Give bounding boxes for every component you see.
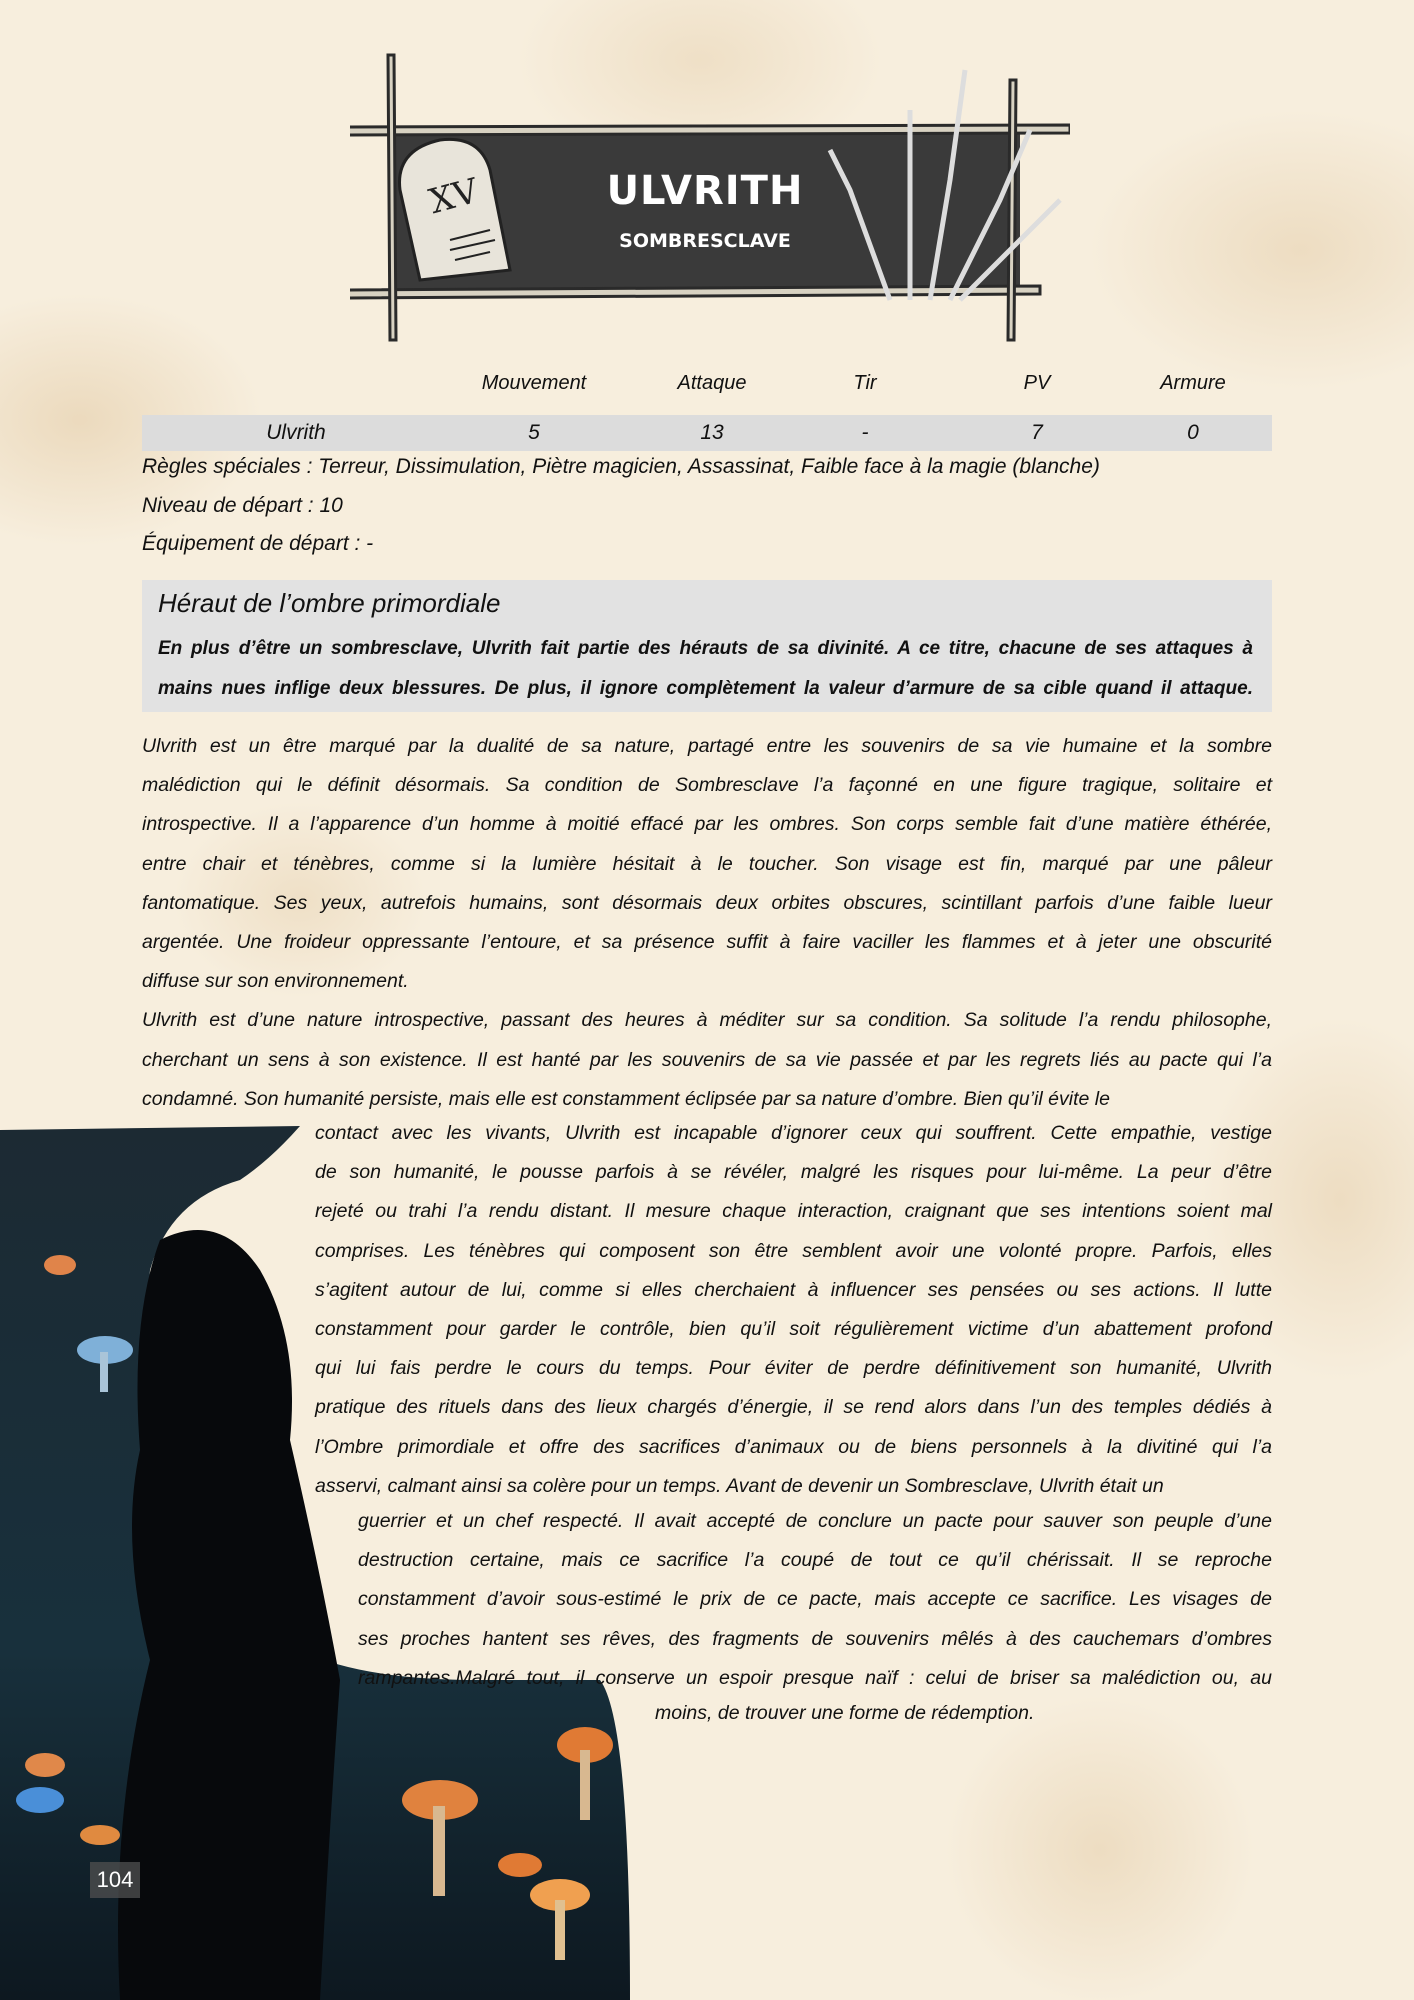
stat-header-armure: Armure bbox=[1160, 372, 1226, 394]
page-number: 104 bbox=[90, 1862, 140, 1898]
body-text-line: argentée. Une froideur oppressante l’entoure, et sa présence suffit à faire vaciller les flammes et à jeter une obscurité bbox=[142, 931, 1272, 953]
starting-equipment: Équipement de départ : - bbox=[142, 532, 374, 555]
body-text-line: rampantes.Malgré tout, il conserve un espoir presque naïf : celui de briser sa malédiction ou, au bbox=[358, 1666, 1272, 1689]
body-text-line: constamment pour garder le contrôle, bien qu’il soit régulièrement victime d’un abattement profond bbox=[315, 1318, 1272, 1340]
body-text-line: cherchant un sens à son existence. Il est hanté par les souvenirs de sa vie passée et par les regrets liés au pacte qui l’a bbox=[142, 1048, 1272, 1071]
special-rules: Règles spéciales : Terreur, Dissimulation, Piètre magicien, Assassinat, Faible face à la magie (blanche) bbox=[142, 455, 1100, 478]
ability-text-line: mains nues inflige deux blessures. De plus, il ignore complètement la valeur d’armure de sa cible quand il attaque. bbox=[158, 678, 1253, 699]
body-text-line: entre chair et ténèbres, comme si la lumière hésitait à le toucher. Son visage est fin, marqué par une pâleur bbox=[142, 852, 1272, 875]
body-text-line: l’Ombre primordiale et offre des sacrifices d’animaux ou de biens personnels à la divitiné qui l’a bbox=[315, 1435, 1272, 1458]
body-text-line: rejeté ou trahi l’a rendu distant. Il mesure chaque interaction, craignant que ses intentions soient mal bbox=[315, 1200, 1272, 1223]
body-text-line: ses proches hantent ses rêves, des fragments de souvenirs mêlés à des cauchemars d’ombres bbox=[358, 1627, 1272, 1650]
body-text-line: Ulvrith est d’une nature introspective, passant des heures à méditer sur sa condition. Sa solitude l’a rendu philosophe, bbox=[142, 1009, 1272, 1032]
stat-header-pv: PV bbox=[1023, 372, 1051, 394]
ability-text-line: En plus d’être un sombresclave, Ulvrith fait partie des hérauts de sa divinité. A ce titre, chacune de ses attaques à bbox=[158, 638, 1253, 659]
starting-level: Niveau de départ : 10 bbox=[142, 494, 343, 517]
body-text-line: malédiction qui le définit désormais. Sa condition de Sombresclave l’a façonné en une figure tragique, solitaire et bbox=[142, 774, 1272, 797]
body-text-line: destruction certaine, mais ce sacrifice l’a coupé de tout ce qu’il chérissait. Il se reproche bbox=[358, 1549, 1272, 1572]
body-text-line: s’agitent autour de lui, comme si elles cherchaient à influencer ses pensées ou ses actions. Il lutte bbox=[315, 1278, 1272, 1301]
stat-tir: - bbox=[861, 421, 869, 444]
stat-attaque: 13 bbox=[700, 421, 724, 444]
body-text-line: qui lui fais perdre le cours du temps. Pour éviter de perdre définitivement son humanité, Ulvrith bbox=[315, 1357, 1272, 1380]
silhouette bbox=[118, 1230, 340, 2000]
stat-armure: 0 bbox=[1187, 421, 1199, 444]
body-text-line: condamné. Son humanité persiste, mais elle est constamment éclipsée par sa nature d’ombre. Bien qu’il évite le bbox=[142, 1087, 1110, 1110]
stat-name: Ulvrith bbox=[266, 421, 326, 444]
body-text-line: comprises. Les ténèbres qui composent son être semblent avoir une volonté propre. Parfois, elles bbox=[315, 1239, 1272, 1262]
body-text-line: moins, de trouver une forme de rédemption. bbox=[655, 1702, 1035, 1724]
ability-title: Héraut de l’ombre primordiale bbox=[158, 588, 501, 618]
stat-pv: 7 bbox=[1031, 421, 1043, 444]
body-text-line: pratique des rituels dans des lieux chargés d’énergie, il se rend alors dans l’un des temples dédiés à bbox=[315, 1396, 1272, 1419]
stat-header-mouvement: Mouvement bbox=[481, 372, 587, 394]
body-text-line: diffuse sur son environnement. bbox=[142, 970, 409, 993]
svg-text:XV: XV bbox=[425, 170, 483, 223]
body-text-line: asservi, calmant ainsi sa colère pour un temps. Avant de devenir un Sombresclave, Ulvrith était un bbox=[315, 1474, 1164, 1497]
stat-header-attaque: Attaque bbox=[677, 372, 747, 394]
character-class: SOMBRESCLAVE bbox=[619, 230, 791, 252]
character-name: ULVRITH bbox=[606, 168, 804, 214]
stat-mouvement: 5 bbox=[528, 421, 540, 444]
body-text-line: fantomatique. Ses yeux, autrefois humains, sont désormais deux orbites obscures, scintillant parfois d’une faible lueur bbox=[142, 891, 1272, 914]
stat-header-tir: Tir bbox=[853, 372, 877, 394]
body-text-line: contact avec les vivants, Ulvrith est incapable d’ignorer ceux qui souffrent. Cette empathie, vestige bbox=[315, 1122, 1272, 1144]
body-text-line: guerrier et un chef respecté. Il avait accepté de conclure un pacte pour sauver son peuple d’une bbox=[358, 1510, 1272, 1532]
body-text-line: introspective. Il a l’apparence d’un homme à moitié effacé par les ombres. Son corps semble fait d’une matière éthérée, bbox=[142, 813, 1272, 836]
body-text-line: constamment d’avoir sous-estimé le prix de ce pacte, mais accepte ce sacrifice. Les visages de bbox=[358, 1588, 1272, 1611]
body-text-line: Ulvrith est un être marqué par la dualité de sa nature, partagé entre les souvenirs de sa vie humaine et la sombre bbox=[142, 735, 1272, 757]
body-text-line: de son humanité, le pousse parfois à se révéler, malgré les risques pour lui-même. La peur d’être bbox=[315, 1161, 1272, 1184]
